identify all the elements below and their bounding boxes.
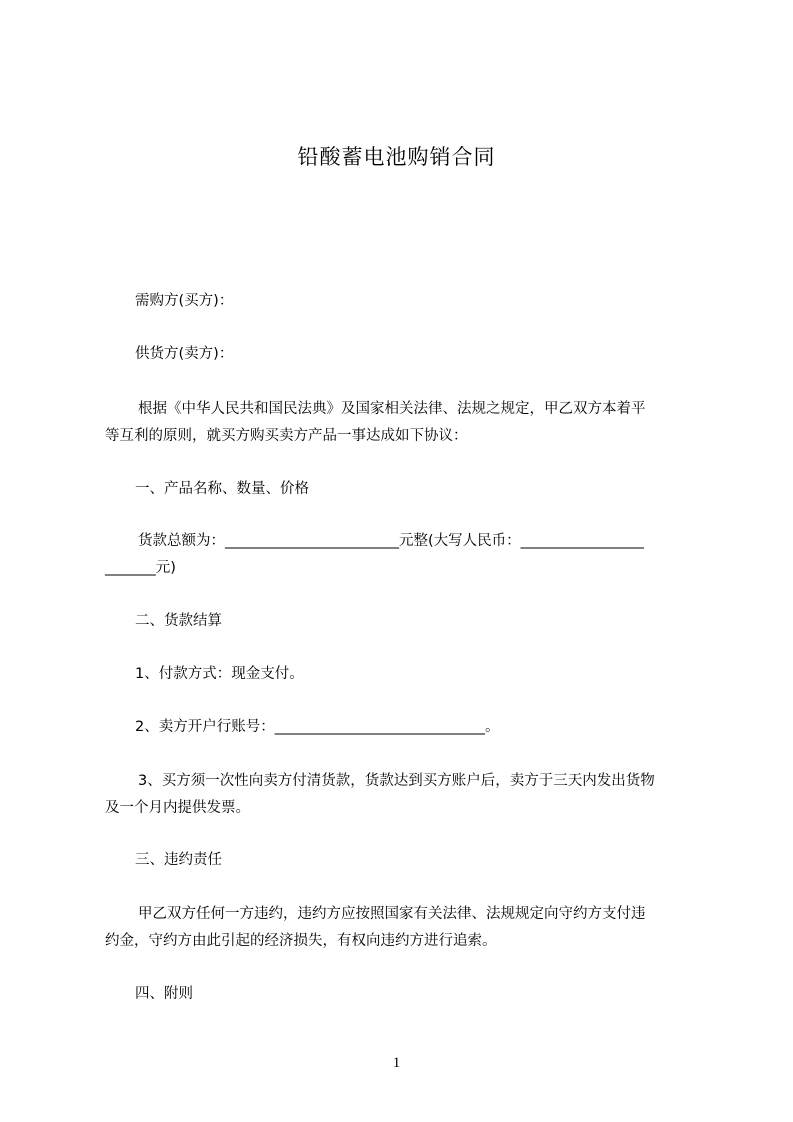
clause-3-line-1: 3、买方须一次性向卖方付清货款，货款达到买方账户后，卖方于三天内发出货物 [138,773,655,789]
section-1-heading: 一、产品名称、数量、价格 [135,481,309,497]
seller-account-line: 2、卖方开户行账号：_____________________________。 [135,719,500,735]
page-number: 1 [392,1055,401,1071]
clause-3-line-2: 及一个月内提供发票。 [105,800,250,816]
amount-line-1: 货款总额为：________________________元整(大写人民币：_________________ [138,533,644,549]
intro-line-1: 根据《中华人民共和国民法典》及国家相关法律、法规之规定，甲乙双方本着平 [138,401,646,417]
breach-line-2: 约金，守约方由此引起的经济损失，有权向违约方进行追索。 [105,933,497,949]
section-2-heading: 二、货款结算 [135,613,222,629]
section-3-heading: 三、违约责任 [135,852,222,868]
section-4-heading: 四、附则 [135,986,193,1002]
amount-line-2: _______元) [105,560,176,576]
seller-line: 供货方(卖方)： [135,346,234,362]
payment-method-line: 1、付款方式：现金支付。 [135,666,304,682]
buyer-line: 需购方(买方)： [135,293,234,309]
document-title: 铅酸蓄电池购销合同 [297,145,496,169]
intro-line-2: 等互利的原则，就买方购买卖方产品一事达成如下协议： [105,428,468,444]
breach-line-1: 甲乙双方任何一方违约，违约方应按照国家有关法律、法规规定向守约方支付违 [138,906,646,922]
